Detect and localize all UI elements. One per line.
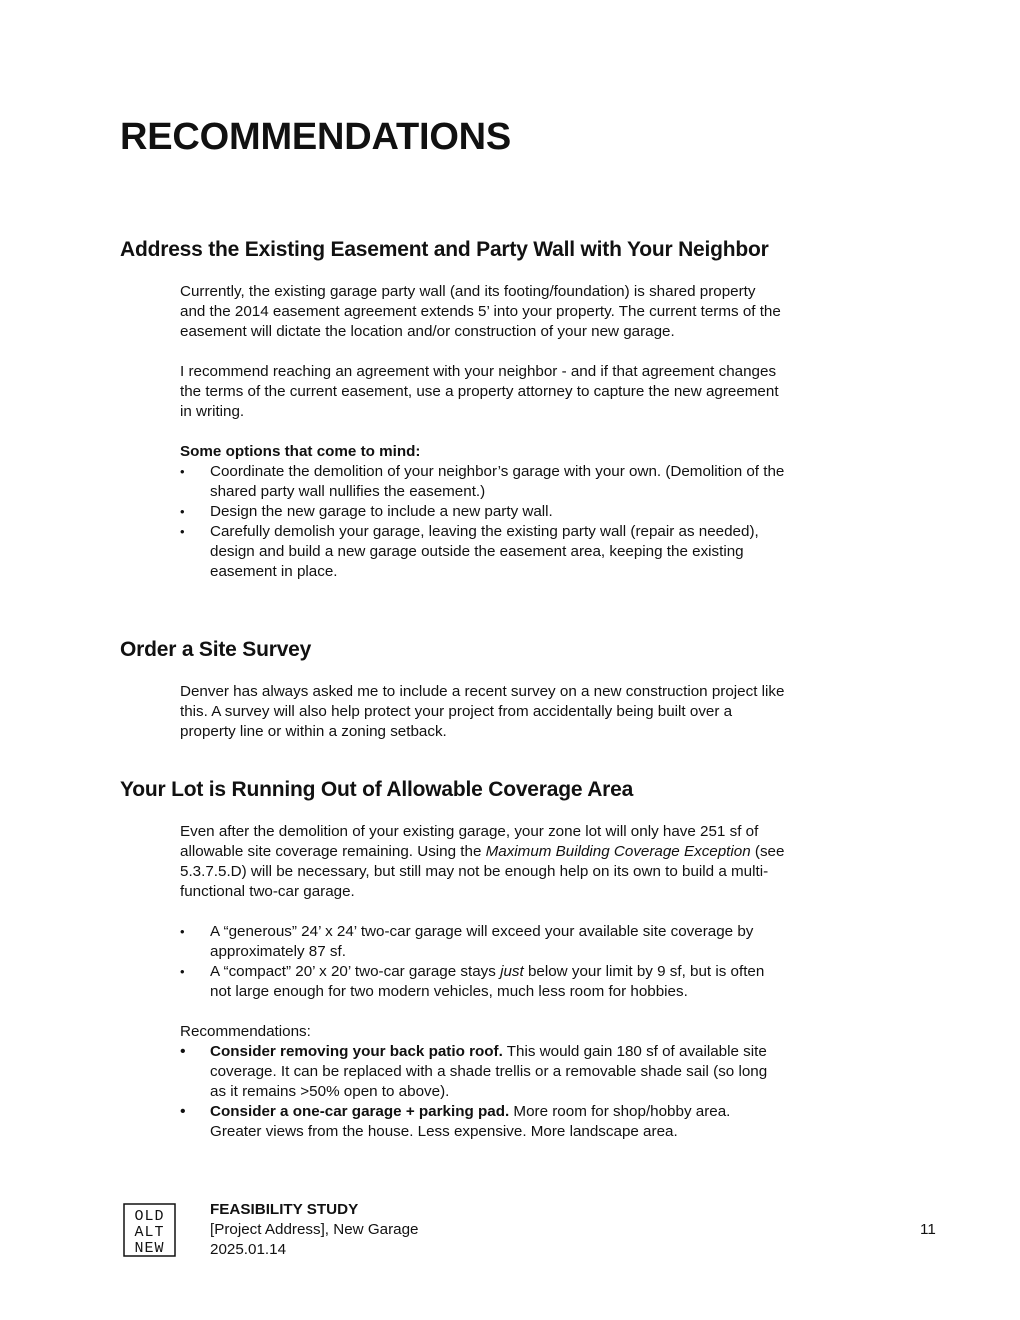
easement-options-list	[180, 462, 785, 582]
footer-doc-type: FEASIBILITY STUDY	[210, 1201, 359, 1218]
recommendations-list	[180, 1042, 785, 1142]
survey-body	[180, 682, 785, 742]
logo-line-3: NEW	[134, 1240, 165, 1257]
list-item: • Consider a one-car garage + parking pad. More room for shop/hobby area. Greater views from the house. Less expensive. More landscape area.	[180, 1102, 785, 1142]
list-item: • Carefully demolish your garage, leaving the existing party wall (repair as needed), design and build a new garage outside the easement area, keeping the existing easement in place.	[180, 522, 785, 582]
list-item: • Consider removing your back patio roof. This would gain 180 sf of available site coverage. It can be replaced with a shade trellis or a removable shade sail (so long as it remains >50% open to above).	[180, 1042, 785, 1102]
logo-line-2: ALT	[134, 1224, 165, 1241]
survey-heading: Order a Site Survey	[120, 638, 312, 661]
easement-paragraph-1: Currently, the existing garage party wall (and its footing/foundation) is shared property and the 2014 easement agreement extends 5’ into your property. The current terms of the easement will dictate the location and/or construction of your new garage.	[180, 283, 781, 340]
coverage-paragraph-1: Even after the demolition of your existing garage, your zone lot will only have 251 sf of allowable site coverage remaining. Using the Maximum Building Coverage Exception (see 5.3.7.5.D) will be necessary, but still may not be enough help on its own to build a multi-functional two-car garage.	[180, 823, 785, 900]
survey-paragraph-1: Denver has always asked me to include a recent survey on a new construction project like this. A survey will also help protect your project from accidentally being built over a property line or within a zoning setback.	[180, 683, 785, 740]
easement-options-label: Some options that come to mind:	[180, 443, 421, 460]
list-item: • Design the new garage to include a new party wall.	[180, 502, 785, 522]
easement-body	[180, 282, 785, 582]
garage-size-list	[180, 922, 785, 1002]
footer-info	[210, 1200, 419, 1260]
easement-paragraph-2: I recommend reaching an agreement with your neighbor - and if that agreement changes the terms of the current easement, use a property attorney to capture the new agreement in writing.	[180, 363, 779, 420]
coverage-body	[180, 822, 785, 1142]
coverage-heading: Your Lot is Running Out of Allowable Coverage Area	[120, 778, 634, 801]
recommendations-label: Recommendations:	[180, 1023, 311, 1040]
coverage-exception-term: Maximum Building Coverage Exception	[485, 843, 751, 860]
list-item: • Coordinate the demolition of your neighbor’s garage with your own. (Demolition of the shared party wall nullifies the easement.)	[180, 462, 785, 502]
list-item: • A “compact” 20’ x 20’ two-car garage stays just below your limit by 9 sf, but is often not large enough for two modern vehicles, much less room for hobbies.	[180, 962, 785, 1002]
logo-line-1: OLD	[134, 1208, 165, 1225]
page-number: 11	[920, 1221, 936, 1238]
page-title: RECOMMENDATIONS	[120, 116, 512, 158]
easement-heading: Address the Existing Easement and Party Wall with Your Neighbor	[120, 238, 769, 261]
footer-date: 2025.01.14	[210, 1241, 287, 1258]
old-alt-new-logo	[123, 1203, 176, 1257]
footer-project: [Project Address], New Garage	[210, 1221, 419, 1238]
list-item: • A “generous” 24’ x 24’ two-car garage will exceed your available site coverage by approximately 87 sf.	[180, 922, 785, 962]
